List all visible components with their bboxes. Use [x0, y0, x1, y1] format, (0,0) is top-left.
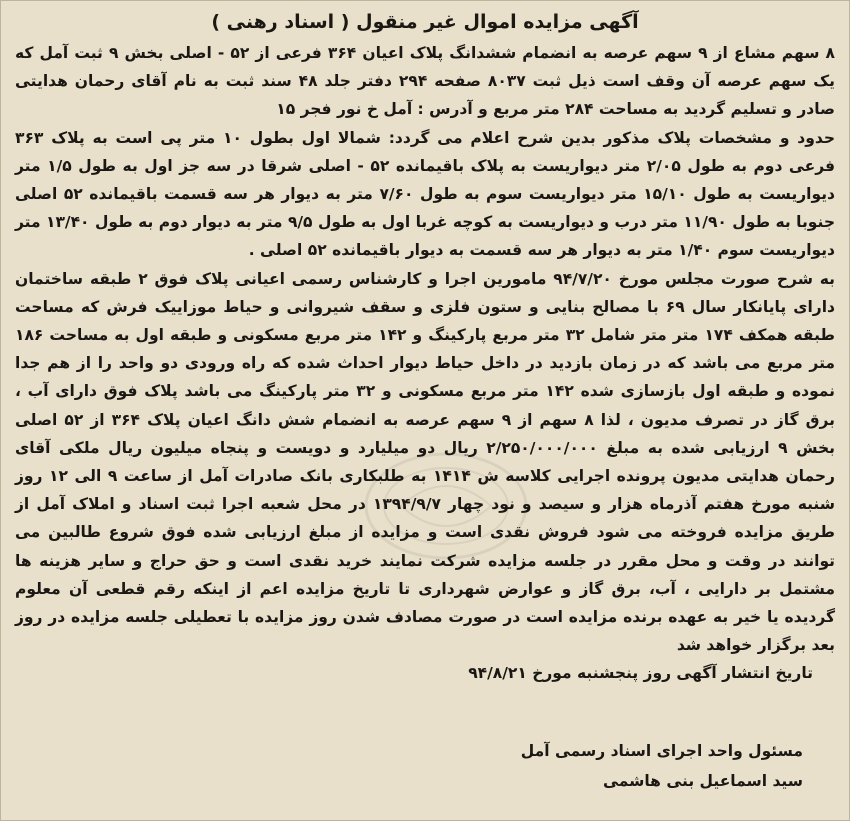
publish-date: تاریخ انتشار آگهی روز پنجشنبه مورخ ۹۴/۸/۲۱ [468, 664, 813, 683]
notice-paragraph-property: ۸ سهم مشاع از ۹ سهم عرصه به انضمام ششدانگ پلاک اعیان ۳۶۴ فرعی از ۵۲ - اصلی بخش ۹ ثبت آمل که یک سهم عرصه آن وقف است ذیل ثبت ۸۰۳۷ صفحه ۲۹۴ دفتر جلد ۴۸ سند ثبت به نام آقای رحمان هدایتی صادر و تسلیم گردید به مساحت ۲۸۴ متر مربع و آدرس : آمل خ نور فجر ۱۵ [15, 44, 835, 119]
signature-block [521, 736, 803, 796]
signature-name: سید اسماعیل بنی هاشمی [603, 772, 803, 790]
signature-office: مسئول واحد اجرای اسناد رسمی آمل [520, 742, 803, 760]
notice-paragraph-boundaries: حدود و مشخصات پلاک مذکور بدین شرح اعلام می گردد: شمالا اول بطول ۱۰ متر پی است به پلاک ۳۶۳ فرعی دوم به طول ۲/۰۵ متر دیواریست به پلاک باقیمانده ۵۲ - اصلی شرقا در سه جز اول به طول ۱/۵ متر دیواریست به طول ۱۵/۱۰ متر دیواریست سوم به طول ۷/۶۰ متر به دیوار هر سه قسمت باقیمانده ۵۲ اصلی جنوبا به طول ۱۱/۹۰ متر درب و دیواریست به کوچه غربا اول به طول ۹/۵ متر به دیوار دوم به طول ۱۳/۴۰ متر دیواریست سوم ۱/۴۰ متر به دیوار هر سه قسمت به دیوار باقیمانده ۵۲ اصلی . [15, 128, 835, 260]
notice-body [15, 39, 835, 659]
notice-paragraph-auction-terms: به شرح صورت مجلس مورخ ۹۴/۷/۲۰ مامورین اجرا و کارشناس رسمی اعیانی پلاک فوق ۲ طبقه ساختمان دارای پایانکار سال ۶۹ با مصالح بنایی و ستون فلزی و سقف شیروانی و حیاط موزاییک فرش که مساحت طبقه همکف ۱۷۴ متر متر شامل ۳۲ متر مربع پارکینگ و ۱۴۲ متر مربع مسکونی و طبقه اول به مساحت ۱۸۶ متر مربع می باشد که در زمان بازدید در داخل حیاط دیوار احداث شده که راه ورودی دو واحد را از هم جدا نموده و طبقه اول بازسازی شده ۱۴۲ متر مربع مسکونی و ۳۲ متر پارکینگ می باشد پلاک فوق دارای آب ، برق گاز در تصرف مدیون ، لذا ۸ سهم از ۹ سهم عرصه به انضمام شش دانگ اعیان پلاک ۳۶۴ از ۵۲ اصلی بخش ۹ ارزیابی شده به مبلغ ۲/۲۵۰/۰۰۰/۰۰۰ ریال دو میلیارد و دویست و پنجاه میلیون ریال ملکی آقای رحمان هدایتی مدیون پرونده اجرایی کلاسه ش ۱۴۱۴ به طلبکاری بانک صادرات آمل از ساعت ۹ الی ۱۲ روز شنبه مورخ هفتم آذرماه هزار و سیصد و نود چهار ۱۳۹۴/۹/۷ در محل شعبه اجرا ثبت اسناد و املاک آمل از طریق مزایده فروخته می شود فروش نقدی است و مزایده از مبلغ ارزیابی شده فوق شروع طالبین می توانند در وقت و محل مقرر در جلسه مزایده شرکت نمایند خرید نقدی است و حق حراج و سایر هزینه ها مشتمل بر دارایی ، آب، برق گاز و عوارض شهرداری تا تاریخ مزایده اعم از اینکه رقم قطعی آن معلوم گردیده یا خیر به عهده برنده مزایده است در صورت مصادف شدن روز مزایده با تعطیلی جلسه مزایده در روز بعد برگزار خواهد شد [15, 269, 836, 655]
notice-title: آگهی مزایده اموال غیر منقول ( اسناد رهنی ) [211, 11, 639, 33]
